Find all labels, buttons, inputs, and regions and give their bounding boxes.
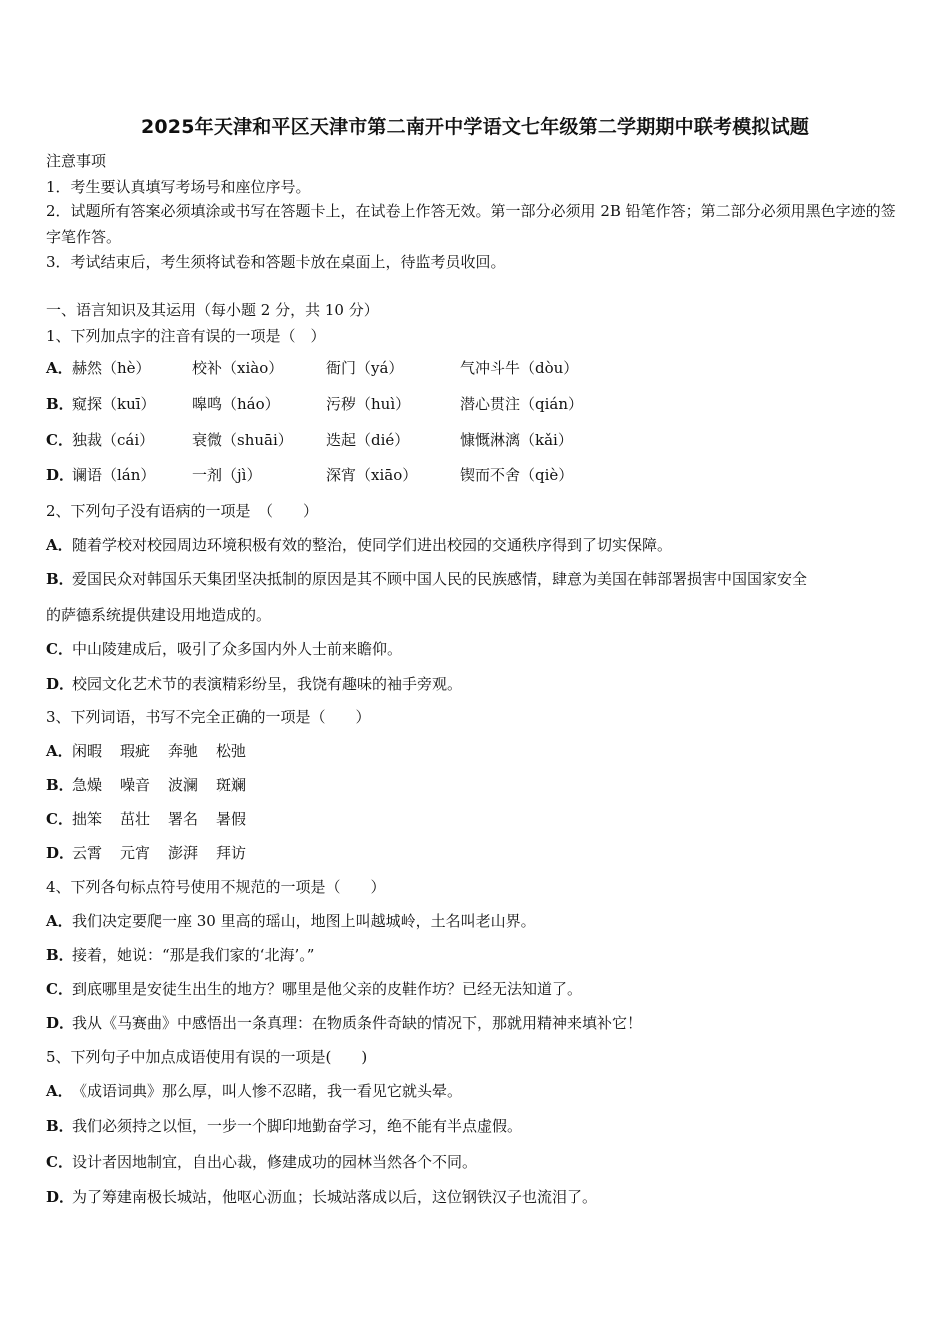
- q4-option-c[interactable]: [46, 979, 582, 999]
- q1-d-item-4: 锲而不舍（qiè）: [460, 466, 574, 484]
- q3-c-word-1: 拙笨: [72, 810, 103, 828]
- q2-option-b[interactable]: [46, 569, 807, 589]
- option-label: C．: [46, 1153, 73, 1171]
- option-label: D．: [46, 1014, 75, 1032]
- q5-option-c[interactable]: [46, 1152, 477, 1172]
- option-label: A．: [46, 1082, 73, 1100]
- q3-option-d[interactable]: [46, 843, 264, 863]
- notice-heading: 注意事项: [46, 152, 107, 170]
- question-5-stem: 5、下列句子中加点成语使用有误的一项是( ): [46, 1048, 368, 1066]
- q1-d-item-3: 深宵（xiāo）: [326, 466, 418, 484]
- option-label: C．: [46, 980, 73, 998]
- q5-option-b[interactable]: [46, 1116, 522, 1136]
- option-text: 爱国民众对韩国乐天集团坚决抵制的原因是其不顾中国人民的民族感情，肆意为美国在韩部署损害中国国家安全: [72, 570, 808, 588]
- page-title: 2025年天津和平区天津市第二南开中学语文七年级第二学期期中联考模拟试题: [140, 116, 810, 138]
- option-label: A．: [46, 359, 73, 377]
- option-label: C．: [46, 640, 73, 658]
- q3-a-word-4: 松弛: [216, 742, 247, 760]
- option-label: D．: [46, 466, 75, 484]
- q3-d-word-2: 元宵: [120, 844, 151, 862]
- q1-option-d[interactable]: [46, 465, 646, 485]
- option-label: D．: [46, 844, 75, 862]
- notice-item-3: 3．考试结束后，考生须将试卷和答题卡放在桌面上，待监考员收回。: [46, 253, 506, 271]
- option-text: 设计者因地制宜，自出心裁，修建成功的园林当然各个不同。: [72, 1153, 478, 1171]
- option-text: 《成语词典》那么厚，叫人惨不忍睹，我一看见它就头晕。: [72, 1082, 463, 1100]
- q1-option-a[interactable]: [46, 358, 646, 378]
- q2-option-c[interactable]: [46, 639, 402, 659]
- q3-a-word-1: 闲暇: [72, 742, 103, 760]
- question-1-stem: 1、下列加点字的注音有误的一项是（ ）: [46, 327, 326, 345]
- option-text: 接着，她说：“那是我们家的‘北海’。”: [72, 946, 315, 964]
- option-label: B．: [46, 946, 74, 964]
- q1-d-item-1: 谰语（lán）: [72, 466, 156, 484]
- q1-a-item-2: 校补（xiào）: [192, 359, 284, 377]
- option-label: A．: [46, 536, 73, 554]
- q1-option-c[interactable]: [46, 430, 646, 450]
- q2-option-a[interactable]: [46, 535, 672, 555]
- q3-b-word-1: 急燥: [72, 776, 103, 794]
- option-label: B．: [46, 395, 74, 413]
- option-text: 为了筹建南极长城站，他呕心沥血；长城站落成以后，这位钢铁汉子也流泪了。: [72, 1188, 598, 1206]
- q2-option-d[interactable]: [46, 674, 462, 694]
- q1-a-item-4: 气冲斗牛（dòu）: [460, 359, 579, 377]
- q1-b-item-2: 嗥鸣（háo）: [192, 395, 280, 413]
- q2-option-b-continuation: 的萨德系统提供建设用地造成的。: [46, 606, 272, 624]
- q3-c-word-2: 茁壮: [120, 810, 151, 828]
- option-label: B．: [46, 570, 74, 588]
- option-text: 中山陵建成后，吸引了众多国内外人士前来瞻仰。: [72, 640, 403, 658]
- q1-option-b[interactable]: [46, 394, 646, 414]
- question-2-stem: 2、下列句子没有语病的一项是 （ ）: [46, 502, 319, 520]
- notice-item-2: 2．试题所有答案必须填涂或书写在答题卡上，在试卷上作答无效。第一部分必须用 2B 铅笔作答；第二部分必须用黑色字迹的签字笔作答。: [46, 202, 896, 246]
- question-3-stem: 3、下列词语，书写不完全正确的一项是（ ）: [46, 708, 371, 726]
- q3-option-c[interactable]: [46, 809, 264, 829]
- q3-b-word-2: 噪音: [120, 776, 151, 794]
- q3-d-word-4: 拜访: [216, 844, 247, 862]
- q3-a-word-3: 奔驰: [168, 742, 199, 760]
- option-text: 我们决定要爬一座 30 里高的瑶山，地图上叫越城岭，土名叫老山界。: [72, 912, 536, 930]
- q1-c-item-2: 衰微（shuāi）: [192, 431, 293, 449]
- option-text: 随着学校对校园周边环境积极有效的整治，使同学们进出校园的交通秩序得到了切实保障。: [72, 536, 673, 554]
- q1-c-item-3: 迭起（dié）: [326, 431, 410, 449]
- q1-b-item-4: 潜心贯注（qián）: [460, 395, 584, 413]
- option-label: C．: [46, 431, 73, 449]
- q3-c-word-3: 署名: [168, 810, 199, 828]
- q3-b-word-4: 斑斓: [216, 776, 247, 794]
- q3-option-b[interactable]: [46, 775, 264, 795]
- q1-c-item-1: 独裁（cái）: [72, 431, 155, 449]
- section-heading: 一、语言知识及其运用（每小题 2 分，共 10 分）: [46, 301, 379, 319]
- q1-a-item-1: 赫然（hè）: [72, 359, 151, 377]
- q1-d-item-2: 一剂（jì）: [192, 466, 262, 484]
- q1-a-item-3: 衙门（yá）: [326, 359, 404, 377]
- option-text: 到底哪里是安徒生出生的地方？哪里是他父亲的皮鞋作坊？已经无法知道了。: [72, 980, 583, 998]
- q3-d-word-3: 澎湃: [168, 844, 199, 862]
- q1-b-item-3: 污秽（huì）: [326, 395, 411, 413]
- option-text: 校园文化艺术节的表演精彩纷呈，我饶有趣味的袖手旁观。: [72, 675, 463, 693]
- option-label: D．: [46, 1188, 75, 1206]
- question-4-stem: 4、下列各句标点符号使用不规范的一项是（ ）: [46, 878, 386, 896]
- option-text: 我从《马赛曲》中感悟出一条真理：在物质条件奇缺的情况下，那就用精神来填补它！: [72, 1014, 643, 1032]
- option-label: A．: [46, 912, 73, 930]
- q3-c-word-4: 暑假: [216, 810, 247, 828]
- q1-b-item-1: 窥探（kuī）: [72, 395, 156, 413]
- q5-option-d[interactable]: [46, 1187, 597, 1207]
- q3-d-word-1: 云霄: [72, 844, 103, 862]
- notice-item-1: 1．考生要认真填写考场号和座位序号。: [46, 178, 311, 196]
- option-label: B．: [46, 1117, 74, 1135]
- option-text: 我们必须持之以恒，一步一个脚印地勤奋学习，绝不能有半点虚假。: [72, 1117, 523, 1135]
- q4-option-a[interactable]: [46, 911, 536, 931]
- option-label: B．: [46, 776, 74, 794]
- q1-c-item-4: 慷慨淋漓（kǎi）: [460, 431, 573, 449]
- option-label: A．: [46, 742, 73, 760]
- q3-option-a[interactable]: [46, 741, 264, 761]
- q5-option-a[interactable]: [46, 1081, 462, 1101]
- q4-option-b[interactable]: [46, 945, 314, 965]
- q3-b-word-3: 波澜: [168, 776, 199, 794]
- q3-a-word-2: 瑕疵: [120, 742, 151, 760]
- option-label: C．: [46, 810, 73, 828]
- q4-option-d[interactable]: [46, 1013, 642, 1033]
- option-label: D．: [46, 675, 75, 693]
